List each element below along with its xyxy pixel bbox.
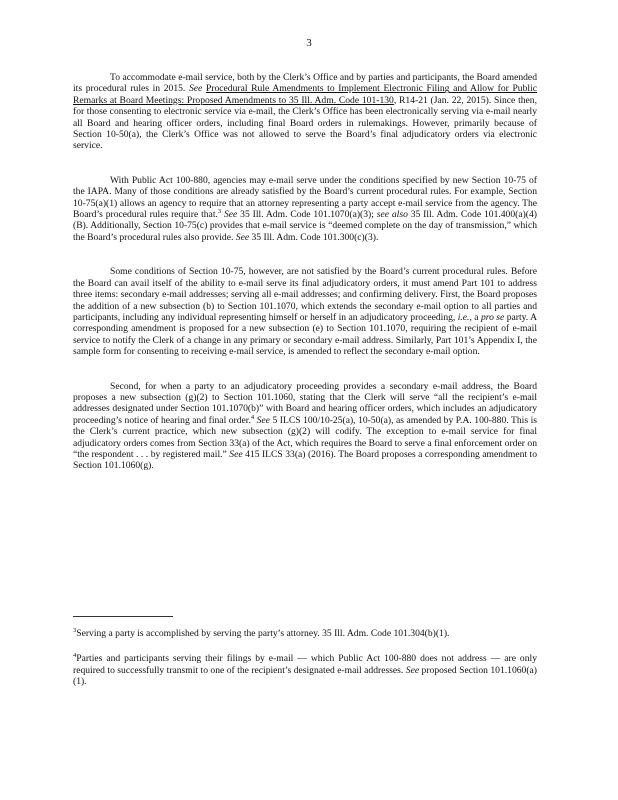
footnotes xyxy=(73,628,537,702)
footnote xyxy=(73,628,537,639)
text-segment: With Public Act 100-880, agencies may e-mail serve under the conditions specified by new Section 10-75 of the IAPA. Many of those conditions are already satisfied by the Board’s current procedural rules. For example, Section 10-75(a)(1) allows an agency to require that an attorney representing a party accept e-mail service from the agency. The Board’s procedural rules require that. xyxy=(73,174,537,221)
footnote-marker: 4 xyxy=(73,652,77,660)
text-segment: Procedural Rule Amendments to Implement Electronic Filing and Allow for Public Remarks at Board Meetings: Proposed Amendments to 35 Ill. Adm. Code 101-130 xyxy=(73,83,537,106)
text-segment: Some conditions of Section 10-75, however, are not satisfied by the Board’s current procedural rules. Before the Board can avail itself of the ability to e-mail serve its final adjudicatory orders, it must amend Part 101 to address three items: secondary e-mail addresses; serving all e-mail addresses; and confirming delivery. First, the Board proposes the addition of a new subsection (b) to Section 101.1070, which extends the secondary e-mail option to all parties and participants, including any individual representing himself or herself in an adjudicatory proceeding, xyxy=(73,266,537,323)
page-number: 3 xyxy=(306,37,312,49)
text-segment: , a xyxy=(469,311,481,323)
text-segment: 5 ILCS 100/10-25(a), 10-50(a), as amended by P.A. 100-880. This is the Clerk’s current practice, which new subsection (g)(2) will codify. The exception to e-mail service for final adjudicatory orders comes from Section 33(a) of the Act, which requires the Board to serve a final enforcement order on “the respondent . . . by registered mail.” xyxy=(73,414,537,460)
paragraph xyxy=(73,381,537,472)
text-segment: See xyxy=(405,664,420,676)
text-segment: proposed Section 101.1060(a)(1). xyxy=(73,664,537,688)
text-segment: see also xyxy=(376,209,408,221)
text-segment: See xyxy=(235,231,250,243)
footnote-marker: 3 xyxy=(217,207,222,215)
text-segment: 35 Ill. Adm. Code 101.400(a)(4)(B). Additionally, Section 10-75(c) provides that e-mail service is “deemed complete on the day of transmission,” which the Board’s procedural rules also provide. xyxy=(73,209,537,243)
text-segment: To accommodate e-mail service, both by the Clerk’s Office and by parties and participants, the Board amended its procedural rules in 2015. xyxy=(73,72,537,95)
text-segment: See xyxy=(229,448,243,460)
text-segment: See xyxy=(256,414,270,426)
text-segment: Serving a party is accomplished by serving the party’s attorney. 35 Ill. Adm. Code 101.304(b)(1). xyxy=(76,628,450,639)
footnote-divider xyxy=(73,616,173,617)
text-segment: , R14-21 (Jan. 22, 2015). Since then, for those consenting to electronic service via e-mail, the Clerk’s Office has been electronically serving via e-mail nearly all Board and hearing officer orders, including final Board orders in rulemakings. However, primarily because of Section 10-50(a), the Clerk’s Office was not allowed to serve the Board’s final adjudicatory orders via electronic service. xyxy=(73,94,537,152)
paragraph xyxy=(73,175,537,243)
text-segment: 35 Ill. Adm. Code 101.300(c)(3). xyxy=(249,231,379,243)
text-segment: party. A corresponding amendment is proposed for a new subsection (e) to Section 101.1070, requiring the recipient of e-mail service to notify the Clerk of a change in any primary or secondary e-mail address. Similarly, Part 101’s Appendix I, the sample form for consenting to receiving e-mail service, is amended to reflect the secondary e-mail option. xyxy=(73,311,537,358)
text-segment: See xyxy=(188,83,203,95)
text-segment: See xyxy=(224,209,238,221)
text-segment: 415 ILCS 33(a) (2016). The Board proposes a corresponding amendment to Section 101.1060(g). xyxy=(73,448,537,472)
text-segment: Parties and participants serving their filings by e-mail — which Public Act 100-880 does not address — are only required to successfully transmit to one of the recipient’s designated e-mail addresses. xyxy=(73,653,537,676)
footnote xyxy=(73,653,537,687)
text-segment: 35 Ill. Adm. Code 101.1070(a)(3); xyxy=(237,209,377,221)
text-segment: pro se xyxy=(480,311,505,323)
body-text xyxy=(73,72,537,495)
text-segment: i.e. xyxy=(457,311,470,323)
paragraph xyxy=(73,266,537,357)
paragraph xyxy=(73,72,537,152)
footnote-marker: 4 xyxy=(250,413,255,421)
text-segment: Second, for when a party to an adjudicatory proceeding provides a secondary e-mail address, the Board proposes a new subsection (g)(2) to Section 101.1060, stating that the Clerk will serve “all the recipient’s e-mail addresses designated under Section 101.1070(b)” with Board and hearing officer orders, which includes an adjudicatory proceeding’s notice of hearing and final order. xyxy=(73,380,537,426)
footnote-marker: 3 xyxy=(73,626,77,634)
